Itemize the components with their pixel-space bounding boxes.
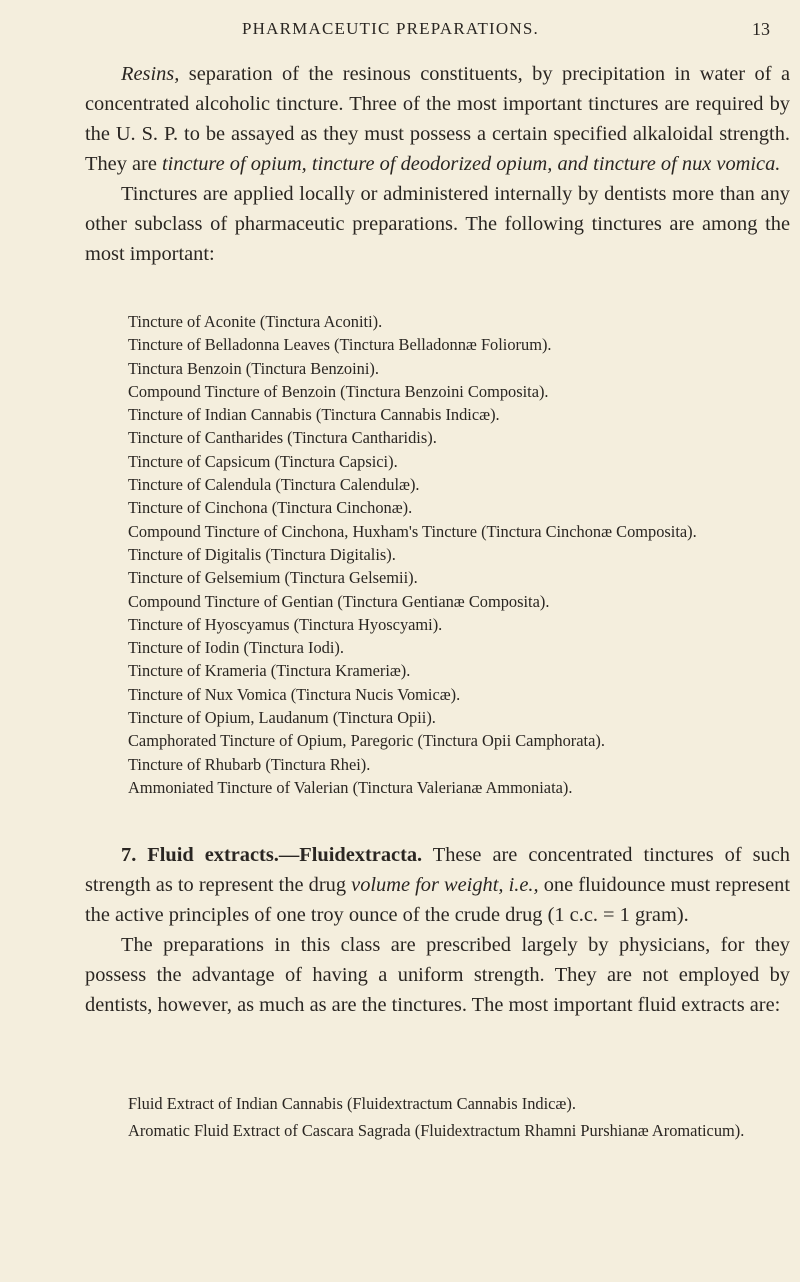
fluid-extracts-paragraph <box>85 840 790 930</box>
list-item: Tincture of Cinchona (Tinctura Cinchonæ). <box>128 498 413 518</box>
list-item: Tincture of Nux Vomica (Tinctura Nucis Vomicæ). <box>128 684 461 704</box>
list-item: Tincture of Digitalis (Tinctura Digitalis). <box>128 544 396 564</box>
list-item: Tinctura Benzoin (Tinctura Benzoini). <box>128 358 379 378</box>
list-item: Tincture of Hyoscyamus (Tinctura Hyoscyami). <box>128 614 443 634</box>
list-item: Tincture of Opium, Laudanum (Tinctura Opii). <box>128 708 436 728</box>
page-number: 13 <box>752 19 770 39</box>
list-item: Tincture of Iodin (Tinctura Iodi). <box>128 638 344 658</box>
section-heading: 7. Fluid extracts.—Fluidextracta. <box>121 844 423 866</box>
assayed-tinctures: tincture of opium, tincture of deodorized opium, and tincture of nux vomica. <box>161 153 781 175</box>
list-item: Tincture of Cantharides (Tinctura Cantharidis). <box>128 428 437 448</box>
page-header <box>0 19 800 49</box>
list-item: Compound Tincture of Cinchona, Huxham's Tincture (Tinctura Cinchonæ Composita). <box>128 521 697 541</box>
list-item: Aromatic Fluid Extract of Cascara Sagrada (Fluidextractum Rhamni Purshianæ Aromaticum). <box>128 1121 745 1140</box>
resins-term: Resins, <box>121 63 180 85</box>
fluid-extracts-text-b: one fluidounce must represent the active principles of one troy ounce of the crude drug (1 c.c. = 1 gram). <box>85 874 791 926</box>
list-item: Tincture of Belladonna Leaves (Tinctura Belladonnæ Foliorum). <box>128 335 552 355</box>
list-item: Fluid Extract of Indian Cannabis (Fluidextractum Cannabis Indicæ). <box>128 1094 576 1113</box>
fluid-extracts-intro-paragraph: The preparations in this class are prescribed largely by physicians, for they possess the advantage of having a uniform strength. They are not employed by dentists, however, as much as are the tinctures. The most important fluid extracts are: <box>85 934 790 1016</box>
resins-text: separation of the resinous constituents, by precipitation in water of a concentrated alcoholic tincture. Three of the most important tinctures are required by the U. S. P. to be assayed as they must possess a certain specified alkaloidal strength. They are <box>85 63 790 175</box>
tinctures-intro-paragraph: Tinctures are applied locally or administered internally by dentists more than any other subclass of pharmaceutic preparations. The following tinctures are among the most important: <box>85 183 790 265</box>
tinctures-list <box>128 312 778 798</box>
resins-paragraph <box>85 59 790 179</box>
list-item: Camphorated Tincture of Opium, Paregoric (Tinctura Opii Camphorata). <box>128 731 605 751</box>
fluid-extracts-section <box>85 840 790 1020</box>
running-head: PHARMACEUTIC PREPARATIONS. <box>242 19 539 38</box>
list-item: Tincture of Aconite (Tinctura Aconiti). <box>128 312 383 331</box>
list-item: Tincture of Calendula (Tinctura Calendulæ). <box>128 475 420 495</box>
list-item: Compound Tincture of Benzoin (Tinctura Benzoini Composita). <box>128 381 549 401</box>
fluid-extracts-text-a: These are concentrated tinctures of such strength as to represent the drug <box>85 844 790 896</box>
list-item: Tincture of Capsicum (Tinctura Capsici). <box>128 451 398 471</box>
list-item: Tincture of Rhubarb (Tinctura Rhei). <box>128 754 371 774</box>
intro-section <box>85 59 790 269</box>
list-item: Tincture of Gelsemium (Tinctura Gelsemii). <box>128 568 418 588</box>
list-item: Tincture of Indian Cannabis (Tinctura Cannabis Indicæ). <box>128 405 500 425</box>
list-item: Compound Tincture of Gentian (Tinctura Gentianæ Composita). <box>128 591 550 611</box>
fluid-extracts-italic: volume for weight, i.e., <box>351 874 539 896</box>
fluid-extracts-list <box>128 1094 778 1141</box>
list-item: Ammoniated Tincture of Valerian (Tinctura Valerianæ Ammoniata). <box>128 777 573 797</box>
list-item: Tincture of Krameria (Tinctura Krameriæ). <box>128 661 411 681</box>
